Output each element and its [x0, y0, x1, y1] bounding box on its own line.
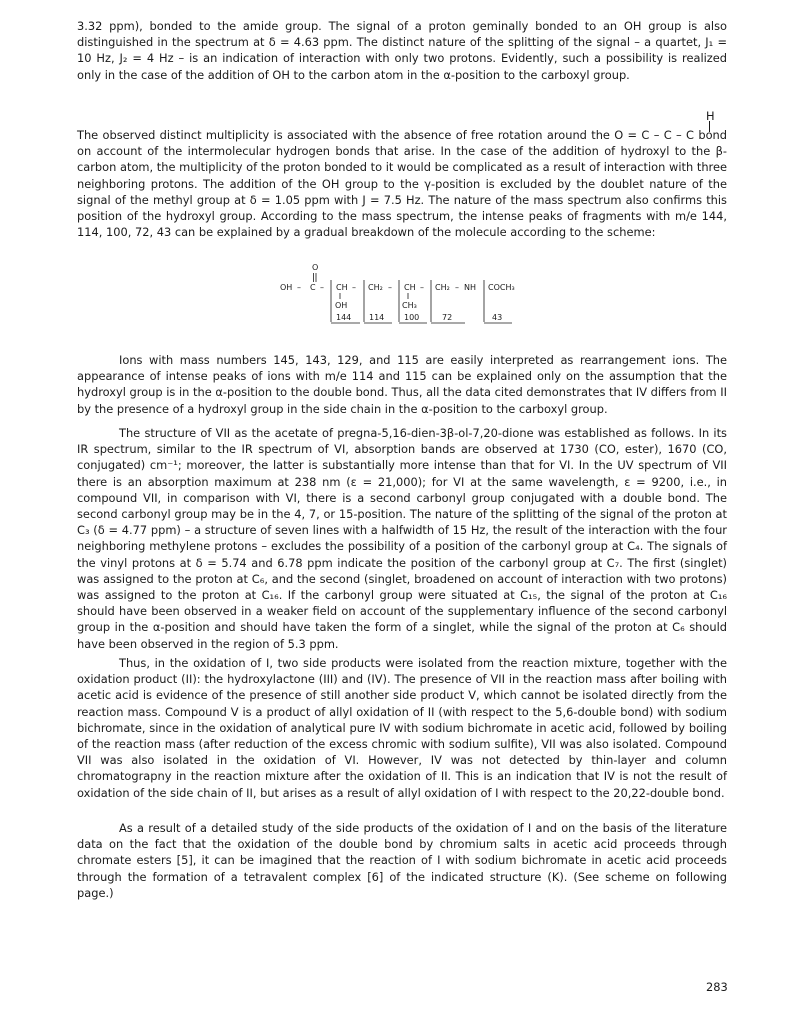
scheme-ch-2: CH: [404, 283, 416, 292]
fragmentation-scheme: [280, 262, 540, 342]
paragraph-5: Thus, in the oxidation of I, two side products were isolated from the reaction mixture, together with the oxidation product (II): the hydroxylactone (III) and (IV). The presence of VII in the reaction mass after boiling with acetic acid is evidence of the presence of still another side product V, which cannot be isolated directly from the reaction mass. Compound V is a product of allyl oxidation of II (with respect to the 5,6-double bond) with sodium bichromate, since in the oxidation of analytical pure IV with sodium bichromate in acetic acid, followed by boiling of the reaction mass (after reduction of the excess chromic with sodium sulfite), VII was also isolated. Compound VII was also isolated in the oxidation of VI. However, IV was not detected by thin-layer and column chromatograpny in the reaction mixture after the oxidation of II. This is an indication that IV is not the result of oxidation of the side chain of II, but arises as a result of allyl oxidation of I with respect to the 20,22-double bond.: [77, 656, 727, 800]
paragraph-3: Ions with mass numbers 145, 143, 129, and 115 are easily interpreted as rearrangement ions. The appearance of intense peaks of ions with m/e 114 and 115 can be explained only on the assumption that the hydroxyl group is in the α-position to the double bond. Thus, all the data cited demonstrates that IV differs from II by the presence of a hydroxyl group in the side chain in the α-position to the carboxyl group.: [77, 353, 727, 416]
scheme-dash-4: –: [388, 283, 392, 292]
scheme-c: C: [310, 283, 316, 292]
scheme-mass-43: 43: [492, 313, 503, 322]
scheme-acetyl: COCH₃: [488, 283, 515, 292]
paragraph-1: 3.32 ppm), bonded to the amide group. The signal of a proton geminally bonded to an OH group is also distinguished in the spectrum at δ = 4.63 ppm. The distinct nature of the splitting of the signal – a quartet, J₁ = 10 Hz, J₂ = 4 Hz – is an indication of interaction with only two protons. Evidently, such a possibility is realized only in the case of the addition of OH to the carbon atom in the α-position to the carboxyl group.: [77, 19, 727, 82]
scheme-ch-1: CH: [336, 283, 348, 292]
scheme-dash-3: –: [352, 283, 356, 292]
scheme-dash-1: –: [297, 283, 301, 292]
scheme-oh: OH: [280, 283, 293, 292]
paragraph-4: The structure of VII as the acetate of pregna-5,16-dien-3β-ol-7,20-dione was established as follows. In its IR spectrum, similar to the IR spectrum of VI, absorption bands are observed at 1730 (CO, ester), 1670 (CO, conjugated) cm⁻¹; moreover, the latter is substantially more intense than that for VI. In the UV spectrum of VII there is an absorption maximum at 238 nm (ε = 21,000); for VI at the same wavelength, ε = 9200, i.e., in compound VII, in comparison with VI, there is a second carbonyl group conjugated with a double bond. The second carbonyl group may be in the 4, 7, or 15-position. The nature of the splitting of the signal of the proton at C₃ (δ = 4.77 ppm) – a structure of seven lines with a halfwidth of 15 Hz, the result of the interaction with the four neighboring methylene protons – excludes the possibility of a position of the carbonyl group at C₄. The signals of the vinyl protons at δ = 5.74 and 6.78 ppm indicate the position of the carbonyl group at C₇. The first (singlet) was assigned to the proton at C₆, and the second (singlet, broadened on account of interaction with two protons) was assigned to the proton at C₁₆. If the carbonyl group were situated at C₁₅, the signal of the proton at C₁₆ should have been observed in a weaker field on account of the supplementary influence of the second carbonyl group in the α-position and should have taken the form of a singlet, while the signal of the proton at C₆ should have been observed in the region of 5.3 ppm.: [77, 426, 727, 651]
scheme-mass-100: 100: [404, 313, 420, 322]
scheme-sub-ch3: CH₃: [402, 301, 417, 310]
scheme-ch2-1: CH₂: [368, 283, 383, 292]
bond-hydrogen-label: H: [706, 109, 715, 123]
page-number: 283: [706, 980, 728, 994]
scheme-dash-5: –: [420, 283, 424, 292]
scheme-carbonyl-o: O: [312, 263, 319, 272]
scheme-mass-114: 114: [369, 313, 385, 322]
scheme-sub-oh: OH: [335, 301, 348, 310]
scheme-mass-144: 144: [336, 313, 352, 322]
scheme-nh: NH: [464, 283, 476, 292]
scheme-ch2-2: CH₂: [435, 283, 450, 292]
scheme-dash-6: –: [455, 283, 459, 292]
paragraph-6: As a result of a detailed study of the side products of the oxidation of I and on the basis of the literature data on the fact that the oxidation of the double bond by chromium salts in acetic acid proceeds through chromate esters [5], it can be imagined that the reaction of I with sodium bichromate in acetic acid proceeds through the formation of a tetravalent complex [6] of the indicated structure (K). (See scheme on following page.): [77, 821, 727, 900]
paragraph-2: The observed distinct multiplicity is associated with the absence of free rotation around the O = C – C – C bond on account of the intermolecular hydrogen bonds that arise. In the case of the addition of hydroxyl to the β-carbon atom, the multiplicity of the proton bonded to it would be complicated as a result of interaction with three neighboring protons. The addition of the OH group to the γ-position is excluded by the doublet nature of the signal of the methyl group at δ = 1.05 ppm with J = 7.5 Hz. The nature of the mass spectrum also confirms this position of the hydroxyl group. According to the mass spectrum, the intense peaks of fragments with m/e 144, 114, 100, 72, 43 can be explained by a gradual breakdown of the molecule according to the scheme:: [77, 128, 727, 240]
scheme-mass-72: 72: [442, 313, 453, 322]
scheme-dash-2: –: [320, 283, 324, 292]
